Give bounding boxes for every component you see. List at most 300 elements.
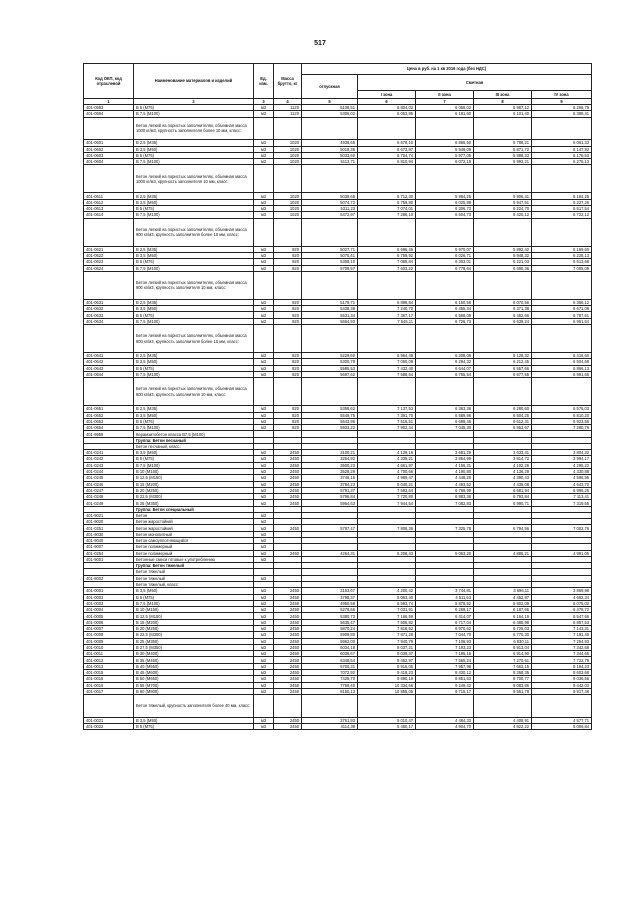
cell-zone-4-price: 3 994,17 bbox=[532, 456, 592, 462]
cell-mass: 920 bbox=[274, 312, 302, 318]
cell-unit: м3 bbox=[254, 462, 274, 468]
header-mass: Масса брутто, кг bbox=[274, 64, 302, 99]
cell-name: Бетон жаростойкий bbox=[134, 519, 254, 525]
cell-zone-4-price: 4 991,05 bbox=[532, 550, 592, 556]
cell-release-price: 5179,71 bbox=[302, 299, 358, 305]
cell-zone-3-price bbox=[474, 218, 532, 246]
cell-zone-3-price: 6 681,94 bbox=[474, 487, 532, 493]
cell-zone-2-price: 4 493,52 bbox=[416, 481, 474, 487]
cell-release-price: 5311,23 bbox=[302, 206, 358, 212]
cell-name: В 5 (М75) bbox=[134, 724, 254, 730]
cell-unit: м3 bbox=[254, 494, 274, 500]
cell-zone-2-price: 5 970,07 bbox=[416, 246, 474, 252]
cell-zone-3-price: 5 892,42 bbox=[474, 246, 532, 252]
cell-unit: м3 bbox=[254, 111, 274, 117]
cell-unit: м3 bbox=[254, 717, 274, 723]
cell-release-price: 5791,37 bbox=[302, 487, 358, 493]
cell-unit: м3 bbox=[254, 412, 274, 418]
cell-zone-4-price bbox=[532, 271, 592, 299]
table-body bbox=[84, 105, 592, 730]
cell-zone-3-price: 6 221,03 bbox=[474, 259, 532, 265]
cell-zone-1-price: 7 166,59 bbox=[358, 613, 416, 619]
cell-zone-4-price: 6 923,55 bbox=[532, 418, 592, 424]
cell-zone-4-price: 4 295,22 bbox=[532, 462, 592, 468]
material-description: Бетон легкий на пористых заполнителях, объемная масса 1000 кг/м3, крупность заполнителя 10 мм, класс: bbox=[134, 165, 254, 193]
cell-zone-1-price: 7 367,17 bbox=[358, 312, 416, 318]
cell-zone-3-price: 6 212,45 bbox=[474, 359, 532, 365]
cell-zone-1-price bbox=[358, 218, 416, 246]
header-unit: Ед. изм. bbox=[254, 64, 274, 99]
cell-release-price: 7425,70 bbox=[302, 676, 358, 682]
cell-okp-code bbox=[84, 325, 134, 353]
cell-release-price: 3153,67 bbox=[302, 588, 358, 594]
cell-zone-4-price: 4 662,34 bbox=[532, 594, 592, 600]
cell-name: В 5 (М75) bbox=[134, 594, 254, 600]
cell-name: В 22,5 (М300) bbox=[134, 494, 254, 500]
cell-zone-4-price: 4 596,95 bbox=[532, 475, 592, 481]
cell-name: В 7,5 (М100) bbox=[134, 371, 254, 377]
cell-unit: м3 bbox=[254, 613, 274, 619]
cell-name: Бетон полимерный bbox=[134, 544, 254, 550]
page-number: 517 bbox=[314, 40, 326, 47]
cell-zone-1-price: 6 672,87 bbox=[358, 146, 416, 152]
cell-zone-2-price: 4 511,53 bbox=[416, 594, 474, 600]
cell-zone-2-price bbox=[416, 695, 474, 718]
cell-zone-3-price: 6 953,67 bbox=[474, 425, 532, 431]
cell-zone-4-price bbox=[532, 165, 592, 193]
cell-name: В 40 (М550) bbox=[134, 663, 254, 669]
header-name: Наименование материалов и изделий bbox=[134, 64, 254, 99]
cell-zone-3-price: 8 268,35 bbox=[474, 670, 532, 676]
cell-zone-2-price: 6 025,89 bbox=[416, 199, 474, 205]
material-description: Бетон тяжелый, крупность заполнителя более 40 мм, класс: bbox=[134, 695, 254, 718]
cell-name: В 3,5 (М50) bbox=[134, 199, 254, 205]
cell-zone-1-price: 8 452,97 bbox=[358, 657, 416, 663]
cell-okp-code: 401-9021 bbox=[84, 512, 134, 518]
cell-zone-2-price: 3 744,81 bbox=[416, 588, 474, 594]
cell-okp-code bbox=[84, 378, 134, 406]
cell-zone-4-price: 6 147,92 bbox=[532, 146, 592, 152]
cell-okp-code: 401-0009 bbox=[84, 638, 134, 644]
cell-release-price: 5909,80 bbox=[302, 632, 358, 638]
cell-zone-4-price: 6 722,12 bbox=[532, 212, 592, 218]
cell-zone-3-price: 6 280,60 bbox=[474, 406, 532, 412]
cell-zone-2-price: 6 208,08 bbox=[416, 353, 474, 359]
cell-name: В 5 (М75) bbox=[134, 456, 254, 462]
cell-unit: м3 bbox=[254, 657, 274, 663]
cell-zone-4-price: 6 671,08 bbox=[532, 306, 592, 312]
cell-zone-2-price: 3 864,99 bbox=[416, 456, 474, 462]
cell-okp-code: 401-0241 bbox=[84, 450, 134, 456]
cell-zone-3-price: 6 793,84 bbox=[474, 494, 532, 500]
cell-unit: м3 bbox=[254, 312, 274, 318]
cell-mass: 1120 bbox=[274, 105, 302, 111]
cell-mass: 1020 bbox=[274, 152, 302, 158]
cell-release-price: 5531,34 bbox=[302, 312, 358, 318]
cell-release-price bbox=[302, 325, 358, 353]
cell-zone-4-price: 3 869,98 bbox=[532, 588, 592, 594]
cell-mass: 2450 bbox=[274, 481, 302, 487]
cell-name: В 25 (М350) bbox=[134, 500, 254, 506]
cell-zone-2-price: 5 949,09 bbox=[416, 146, 474, 152]
cell-zone-4-price: 7 113,41 bbox=[532, 494, 592, 500]
cell-unit: м3 bbox=[254, 594, 274, 600]
cell-zone-4-price: 6 176,53 bbox=[532, 152, 592, 158]
cell-name: Бетонные смеси готовые к употреблению bbox=[134, 556, 254, 562]
cell-zone-1-price: 4 700,66 bbox=[358, 468, 416, 474]
cell-zone-1-price: 7 060,09 bbox=[358, 359, 416, 365]
cell-unit: м3 bbox=[254, 475, 274, 481]
cell-zone-2-price: 7 193,23 bbox=[416, 644, 474, 650]
cell-unit bbox=[254, 218, 274, 246]
cell-zone-2-price: 9 715,17 bbox=[416, 688, 474, 694]
cell-okp-code: 401-9007 bbox=[84, 544, 134, 550]
cell-name: В 10 (М150) bbox=[134, 607, 254, 613]
cell-unit: м3 bbox=[254, 619, 274, 625]
cell-mass: 1020 bbox=[274, 206, 302, 212]
cell-release-price bbox=[302, 271, 358, 299]
cell-zone-3-price: 5 788,21 bbox=[474, 140, 532, 146]
cell-unit: м3 bbox=[254, 688, 274, 694]
cell-okp-code: 401-0013 bbox=[84, 663, 134, 669]
cell-zone-4-price bbox=[532, 117, 592, 140]
cell-okp-code: 401-0246 bbox=[84, 481, 134, 487]
cell-unit: м3 bbox=[254, 512, 274, 518]
cell-name: В 5 (М75) bbox=[134, 105, 254, 111]
cell-zone-4-price: 7 005,09 bbox=[532, 265, 592, 271]
cell-zone-3-price: 9 551,78 bbox=[474, 688, 532, 694]
cell-mass: 2450 bbox=[274, 626, 302, 632]
cell-name: В 20 (М250) bbox=[134, 487, 254, 493]
cell-zone-2-price: 4 448,28 bbox=[416, 475, 474, 481]
cell-zone-1-price: 7 593,64 bbox=[358, 487, 416, 493]
cell-name: Бетон самоуплотняющийся bbox=[134, 538, 254, 544]
column-number: 2 bbox=[134, 99, 254, 105]
cell-unit: м3 bbox=[254, 676, 274, 682]
cell-unit: м3 bbox=[254, 531, 274, 537]
cell-mass: 2450 bbox=[274, 619, 302, 625]
cell-zone-2-price: 6 414,07 bbox=[416, 613, 474, 619]
cell-zone-2-price: 8 430,12 bbox=[416, 670, 474, 676]
cell-zone-2-price: 6 717,04 bbox=[416, 619, 474, 625]
cell-name: В 3,5 (М50) bbox=[134, 450, 254, 456]
cell-okp-code: 401-0652 bbox=[84, 412, 134, 418]
cell-release-price: 5797,47 bbox=[302, 525, 358, 531]
cell-name: В 7,5 (М100) bbox=[134, 462, 254, 468]
cell-name: В 7,5 (М100) bbox=[134, 600, 254, 606]
cell-okp-code: 401-0621 bbox=[84, 246, 134, 252]
cell-mass: 920 bbox=[274, 265, 302, 271]
cell-zone-2-price: 4 904,70 bbox=[416, 724, 474, 730]
cell-mass: 820 bbox=[274, 406, 302, 412]
cell-zone-2-price: 7 106,93 bbox=[416, 638, 474, 644]
cell-okp-code: 401-0016 bbox=[84, 682, 134, 688]
cell-name: В 2,5 (М35) bbox=[134, 353, 254, 359]
cell-zone-4-price: 7 319,55 bbox=[532, 500, 592, 506]
cell-unit: м3 bbox=[254, 450, 274, 456]
cell-zone-1-price: 4 129,16 bbox=[358, 450, 416, 456]
cell-zone-1-price bbox=[358, 165, 416, 193]
cell-release-price: 5018,35 bbox=[302, 146, 358, 152]
cell-zone-1-price bbox=[358, 378, 416, 406]
cell-okp-code: 401-0244 bbox=[84, 468, 134, 474]
cell-release-price: 5549,75 bbox=[302, 412, 358, 418]
cell-name: В 50 (М650) bbox=[134, 676, 254, 682]
cell-name: Бетон bbox=[134, 512, 254, 518]
cell-zone-4-price: 8 184,23 bbox=[532, 663, 592, 669]
group-title: Группа: Бетон тяжелый bbox=[134, 563, 254, 569]
cell-name: В 7,5 (М100) bbox=[134, 212, 254, 218]
cell-zone-2-price: 5 063,20 bbox=[416, 550, 474, 556]
cell-unit: м3 bbox=[254, 487, 274, 493]
cell-zone-4-price: 6 478,72 bbox=[532, 607, 592, 613]
table-header bbox=[84, 64, 592, 105]
cell-zone-3-price: 9 083,86 bbox=[474, 682, 532, 688]
cell-zone-2-price: 7 082,83 bbox=[416, 500, 474, 506]
cell-name: В 3,5 (М50) bbox=[134, 146, 254, 152]
cell-zone-4-price: 5 006,84 bbox=[532, 724, 592, 730]
cell-zone-1-price: 7 603,22 bbox=[358, 265, 416, 271]
cell-mass: 2450 bbox=[274, 468, 302, 474]
cell-release-price: 5697,62 bbox=[302, 371, 358, 377]
cell-release-price bbox=[302, 117, 358, 140]
cell-name: Бетон жаростойкий bbox=[134, 525, 254, 531]
cell-mass: 2450 bbox=[274, 632, 302, 638]
cell-zone-1-price: 7 069,84 bbox=[358, 259, 416, 265]
cell-zone-2-price bbox=[416, 117, 474, 140]
cell-zone-3-price: 5 947,51 bbox=[474, 199, 532, 205]
cell-okp-code: 401-0002 bbox=[84, 594, 134, 600]
cell-name: В 15 (М200) bbox=[134, 481, 254, 487]
cell-zone-1-price: 4 335,21 bbox=[358, 456, 416, 462]
cell-zone-1-price: 8 039,37 bbox=[358, 651, 416, 657]
cell-zone-1-price: 6 593,74 bbox=[358, 600, 416, 606]
cell-zone-1-price: 7 240,70 bbox=[358, 306, 416, 312]
cell-name: В 25 (М350) bbox=[134, 638, 254, 644]
cell-zone-3-price bbox=[474, 695, 532, 718]
cell-zone-1-price: 5 480,17 bbox=[358, 724, 416, 730]
cell-release-price: 5308,10 bbox=[302, 259, 358, 265]
cell-zone-3-price: 6 612,31 bbox=[474, 418, 532, 424]
cell-zone-1-price: 7 137,53 bbox=[358, 406, 416, 412]
cell-name: Керамзитобетон класса В7,5 (М100) bbox=[134, 431, 254, 437]
cell-release-price: 5708,57 bbox=[302, 265, 358, 271]
cell-zone-4-price: 6 504,68 bbox=[532, 359, 592, 365]
cell-zone-3-price: 4 390,43 bbox=[474, 475, 532, 481]
cell-unit: м3 bbox=[254, 105, 274, 111]
cell-mass bbox=[274, 271, 302, 299]
cell-unit: м3 bbox=[254, 670, 274, 676]
cell-okp-code: 401-0653 bbox=[84, 418, 134, 424]
cell-zone-1-price: 10 334,66 bbox=[358, 682, 416, 688]
cell-zone-3-price: 5 987,12 bbox=[474, 105, 532, 111]
cell-okp-code: 401-0247 bbox=[84, 487, 134, 493]
cell-zone-1-price bbox=[358, 117, 416, 140]
cell-zone-2-price: 5 984,25 bbox=[416, 193, 474, 199]
cell-okp-code bbox=[84, 165, 134, 193]
cell-name: В 3,5 (М50) bbox=[134, 412, 254, 418]
cell-okp-code: 401-0004 bbox=[84, 607, 134, 613]
cell-zone-4-price: 6 991,65 bbox=[532, 371, 592, 377]
cell-zone-4-price: 4 643,70 bbox=[532, 481, 592, 487]
cell-okp-code: 401-8002 bbox=[84, 575, 134, 581]
cell-release-price: 3100,21 bbox=[302, 450, 358, 456]
cell-zone-2-price: 6 644,07 bbox=[416, 365, 474, 371]
cell-mass: 2450 bbox=[274, 688, 302, 694]
cell-zone-4-price: 6 061,33 bbox=[532, 140, 592, 146]
cell-unit: м3 bbox=[254, 371, 274, 377]
cell-zone-2-price: 7 565,24 bbox=[416, 657, 474, 663]
cell-unit: м3 bbox=[254, 306, 274, 312]
cell-zone-2-price bbox=[416, 218, 474, 246]
cell-release-price bbox=[302, 695, 358, 718]
cell-release-price: 4938,65 bbox=[302, 140, 358, 146]
group-title: Группа: Бетон песчаный bbox=[134, 437, 254, 443]
cell-okp-code: 401-9020 bbox=[84, 519, 134, 525]
cell-unit: м3 bbox=[254, 519, 274, 525]
cell-zone-2-price: 6 363,36 bbox=[416, 406, 474, 412]
cell-unit: м3 bbox=[254, 626, 274, 632]
cell-zone-2-price bbox=[416, 325, 474, 353]
cell-zone-3-price: 4 822,22 bbox=[474, 724, 532, 730]
cell-zone-2-price: 6 699,45 bbox=[416, 418, 474, 424]
cell-zone-4-price: 6 513,68 bbox=[532, 259, 592, 265]
cell-zone-1-price: 5 208,43 bbox=[358, 550, 416, 556]
cell-release-price: 5075,41 bbox=[302, 252, 358, 258]
cell-zone-4-price: 6 356,12 bbox=[532, 299, 592, 305]
cell-zone-4-price: 4 330,88 bbox=[532, 468, 592, 474]
cell-zone-3-price: 6 371,38 bbox=[474, 306, 532, 312]
cell-okp-code: 401-0003 bbox=[84, 600, 134, 606]
cell-okp-code bbox=[84, 218, 134, 246]
cell-unit: м3 bbox=[254, 556, 274, 562]
cell-zone-4-price: 6 787,61 bbox=[532, 312, 592, 318]
cell-okp-code: 401-0021 bbox=[84, 717, 134, 723]
cell-release-price: 5027,71 bbox=[302, 246, 358, 252]
cell-zone-3-price bbox=[474, 325, 532, 353]
cell-release-price bbox=[302, 378, 358, 406]
cell-mass: 820 bbox=[274, 353, 302, 359]
column-number: 1 bbox=[84, 99, 134, 105]
cell-mass: 920 bbox=[274, 252, 302, 258]
cell-zone-2-price: 5 977,05 bbox=[416, 152, 474, 158]
cell-release-price: 5358,62 bbox=[302, 406, 358, 412]
cell-okp-code: 401-9030 bbox=[84, 531, 134, 537]
cell-mass: 2450 bbox=[274, 682, 302, 688]
cell-mass: 2450 bbox=[274, 651, 302, 657]
cell-zone-3-price: 4 885,21 bbox=[474, 550, 532, 556]
cell-release-price: 3798,37 bbox=[302, 594, 358, 600]
cell-release-price: 5108,51 bbox=[302, 105, 358, 111]
cell-unit: м3 bbox=[254, 682, 274, 688]
cell-mass: 820 bbox=[274, 425, 302, 431]
cell-mass: 920 bbox=[274, 299, 302, 305]
cell-zone-1-price: 7 391,70 bbox=[358, 412, 416, 418]
cell-zone-3-price: 7 663,15 bbox=[474, 663, 532, 669]
cell-okp-code: 401-0612 bbox=[84, 199, 134, 205]
cell-mass: 1020 bbox=[274, 146, 302, 152]
cell-zone-3-price: 6 794,56 bbox=[474, 525, 532, 531]
cell-zone-1-price: 4 989,47 bbox=[358, 475, 416, 481]
cell-zone-1-price: 9 890,19 bbox=[358, 676, 416, 682]
cell-zone-3-price: 4 102,26 bbox=[474, 462, 532, 468]
cell-release-price: 5039,65 bbox=[302, 193, 358, 199]
cell-release-price: 3529,29 bbox=[302, 468, 358, 474]
cell-name: В 7,5 (М100) bbox=[134, 159, 254, 165]
material-description: Бетон легкий на пористых заполнителях, объемная масса 900 кг/м3, крупность заполнителя 10 мм, класс: bbox=[134, 271, 254, 299]
cell-okp-code: 401-0632 bbox=[84, 306, 134, 312]
cell-mass: 2450 bbox=[274, 450, 302, 456]
cell-release-price: 5796,84 bbox=[302, 494, 358, 500]
cell-name: В 5 (М75) bbox=[134, 312, 254, 318]
cell-zone-3-price: 6 224,70 bbox=[474, 206, 532, 212]
cell-unit: м3 bbox=[254, 607, 274, 613]
cell-unit: м3 bbox=[254, 353, 274, 359]
cell-unit: м3 bbox=[254, 525, 274, 531]
cell-mass: 2450 bbox=[274, 494, 302, 500]
cell-zone-4-price: 6 227,26 bbox=[532, 199, 592, 205]
cell-zone-4-price: 6 576,03 bbox=[532, 406, 592, 412]
cell-zone-2-price: 6 765,54 bbox=[416, 371, 474, 377]
cell-okp-code: 401-0613 bbox=[84, 206, 134, 212]
cell-name: В 3,5 (М50) bbox=[134, 252, 254, 258]
cell-zone-4-price: 6 388,41 bbox=[532, 111, 592, 117]
cell-zone-1-price: 6 053,85 bbox=[358, 111, 416, 117]
cell-mass: 2450 bbox=[274, 638, 302, 644]
cell-name: В 12,5 (М150) bbox=[134, 613, 254, 619]
cell-name: В 60 (М800) bbox=[134, 688, 254, 694]
cell-zone-3-price: 3 696,11 bbox=[474, 588, 532, 594]
cell-okp-code: 401-0008 bbox=[84, 632, 134, 638]
cell-unit bbox=[254, 165, 274, 193]
cell-release-price: 3784,23 bbox=[302, 481, 358, 487]
cell-zone-3-price bbox=[474, 117, 532, 140]
cell-unit bbox=[254, 117, 274, 140]
cell-zone-4-price: 3 804,32 bbox=[532, 450, 592, 456]
cell-zone-1-price bbox=[358, 271, 416, 299]
cell-zone-2-price: 6 303,01 bbox=[416, 259, 474, 265]
cell-zone-2-price bbox=[416, 165, 474, 193]
cell-zone-1-price: 6 810,94 bbox=[358, 159, 416, 165]
cell-unit: м3 bbox=[254, 206, 274, 212]
cell-release-price: 5933,22 bbox=[302, 425, 358, 431]
cell-name: В 2,5 (М35) bbox=[134, 140, 254, 146]
cell-zone-4-price bbox=[532, 378, 592, 406]
cell-zone-1-price: 7 545,11 bbox=[358, 318, 416, 324]
cell-release-price: 3746,15 bbox=[302, 475, 358, 481]
cell-zone-1-price: 6 804,02 bbox=[358, 105, 416, 111]
cell-okp-code: 401-0010 bbox=[84, 644, 134, 650]
cell-mass: 2450 bbox=[274, 663, 302, 669]
cell-zone-2-price: 6 181,60 bbox=[416, 111, 474, 117]
cell-zone-3-price: 6 485,98 bbox=[474, 619, 532, 625]
cell-zone-2-price: 6 970,62 bbox=[416, 626, 474, 632]
cell-okp-code bbox=[84, 117, 134, 140]
cell-okp-code: 401-9040 bbox=[84, 538, 134, 544]
group-title: Группа: Бетон специальный bbox=[134, 506, 254, 512]
cell-zone-3-price bbox=[474, 165, 532, 193]
cell-okp-code: 401-9959 bbox=[84, 431, 134, 437]
header-release-price: отпускная bbox=[302, 75, 358, 99]
cell-mass: 2450 bbox=[274, 670, 302, 676]
cell-unit: м3 bbox=[254, 152, 274, 158]
cell-release-price: 5033,60 bbox=[302, 152, 358, 158]
cell-zone-2-price: 4 484,33 bbox=[416, 717, 474, 723]
header-okp-code: Код ОКП, код отраслевой bbox=[84, 64, 134, 99]
cell-unit: м3 bbox=[254, 252, 274, 258]
cell-zone-1-price: 6 759,80 bbox=[358, 199, 416, 205]
cell-zone-1-price: 7 871,28 bbox=[358, 632, 416, 638]
